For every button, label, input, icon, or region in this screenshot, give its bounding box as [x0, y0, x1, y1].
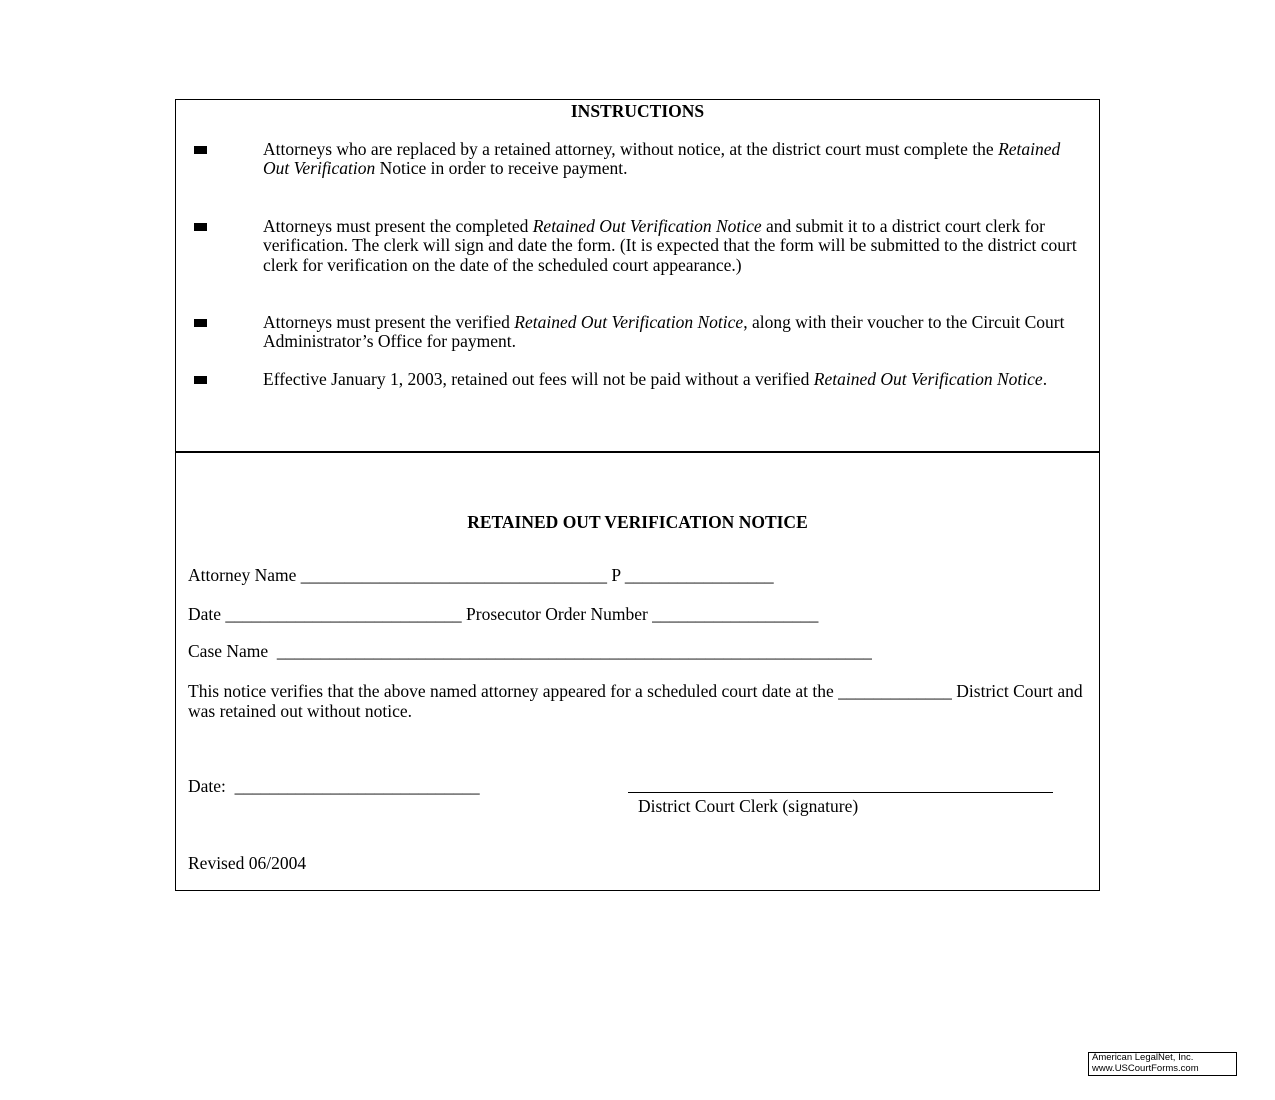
- bullet-square-icon: [194, 146, 207, 154]
- watermark-url: www.USCourtForms.com: [1092, 1062, 1199, 1074]
- date-prosecutor-order-field: Date ___________________________ Prosecutor Order Number ___________________: [188, 604, 819, 624]
- signature-line: [628, 792, 1053, 793]
- bullet-square-icon: [194, 319, 207, 327]
- bullet-square-icon: [194, 223, 207, 231]
- instruction-bullet-3: Attorneys must present the verified Retained Out Verification Notice, along with their voucher to the Circuit Court Administrator’s Office for payment.: [263, 312, 1065, 352]
- watermark-company: American LegalNet, Inc.: [1092, 1052, 1194, 1063]
- instruction-bullet-4: Effective January 1, 2003, retained out fees will not be paid without a verified Retained Out Verification Notice.: [263, 369, 1048, 389]
- verification-paragraph: This notice verifies that the above named attorney appeared for a scheduled court date at the _____________ District Court and was retained out without notice.: [188, 681, 1083, 721]
- sign-date-field: Date: ____________________________: [188, 776, 480, 796]
- notice-title: RETAINED OUT VERIFICATION NOTICE: [467, 512, 808, 532]
- notice-section: [175, 451, 1100, 891]
- bullet-square-icon: [194, 376, 207, 384]
- clerk-signature-label: District Court Clerk (signature): [638, 796, 859, 816]
- instruction-bullet-1: Attorneys who are replaced by a retained attorney, without notice, at the district court must complete the Retained Out Verification Notice in order to receive payment.: [263, 139, 1061, 179]
- instruction-bullet-2: Attorneys must present the completed Retained Out Verification Notice and submit it to a district court clerk for verification. The clerk will sign and date the form. (It is expected that the form will be submitted to the district court clerk for verification on the date of the scheduled court appearance.): [263, 216, 1077, 275]
- case-name-field: Case Name ____________________________________________________________________: [188, 641, 872, 661]
- instructions-title: INSTRUCTIONS: [570, 101, 705, 121]
- instructions-section: [175, 99, 1100, 453]
- watermark-box: [1088, 1052, 1237, 1076]
- revised-date: Revised 06/2004: [188, 853, 307, 873]
- attorney-name-field: Attorney Name ___________________________________ P _________________: [188, 565, 774, 585]
